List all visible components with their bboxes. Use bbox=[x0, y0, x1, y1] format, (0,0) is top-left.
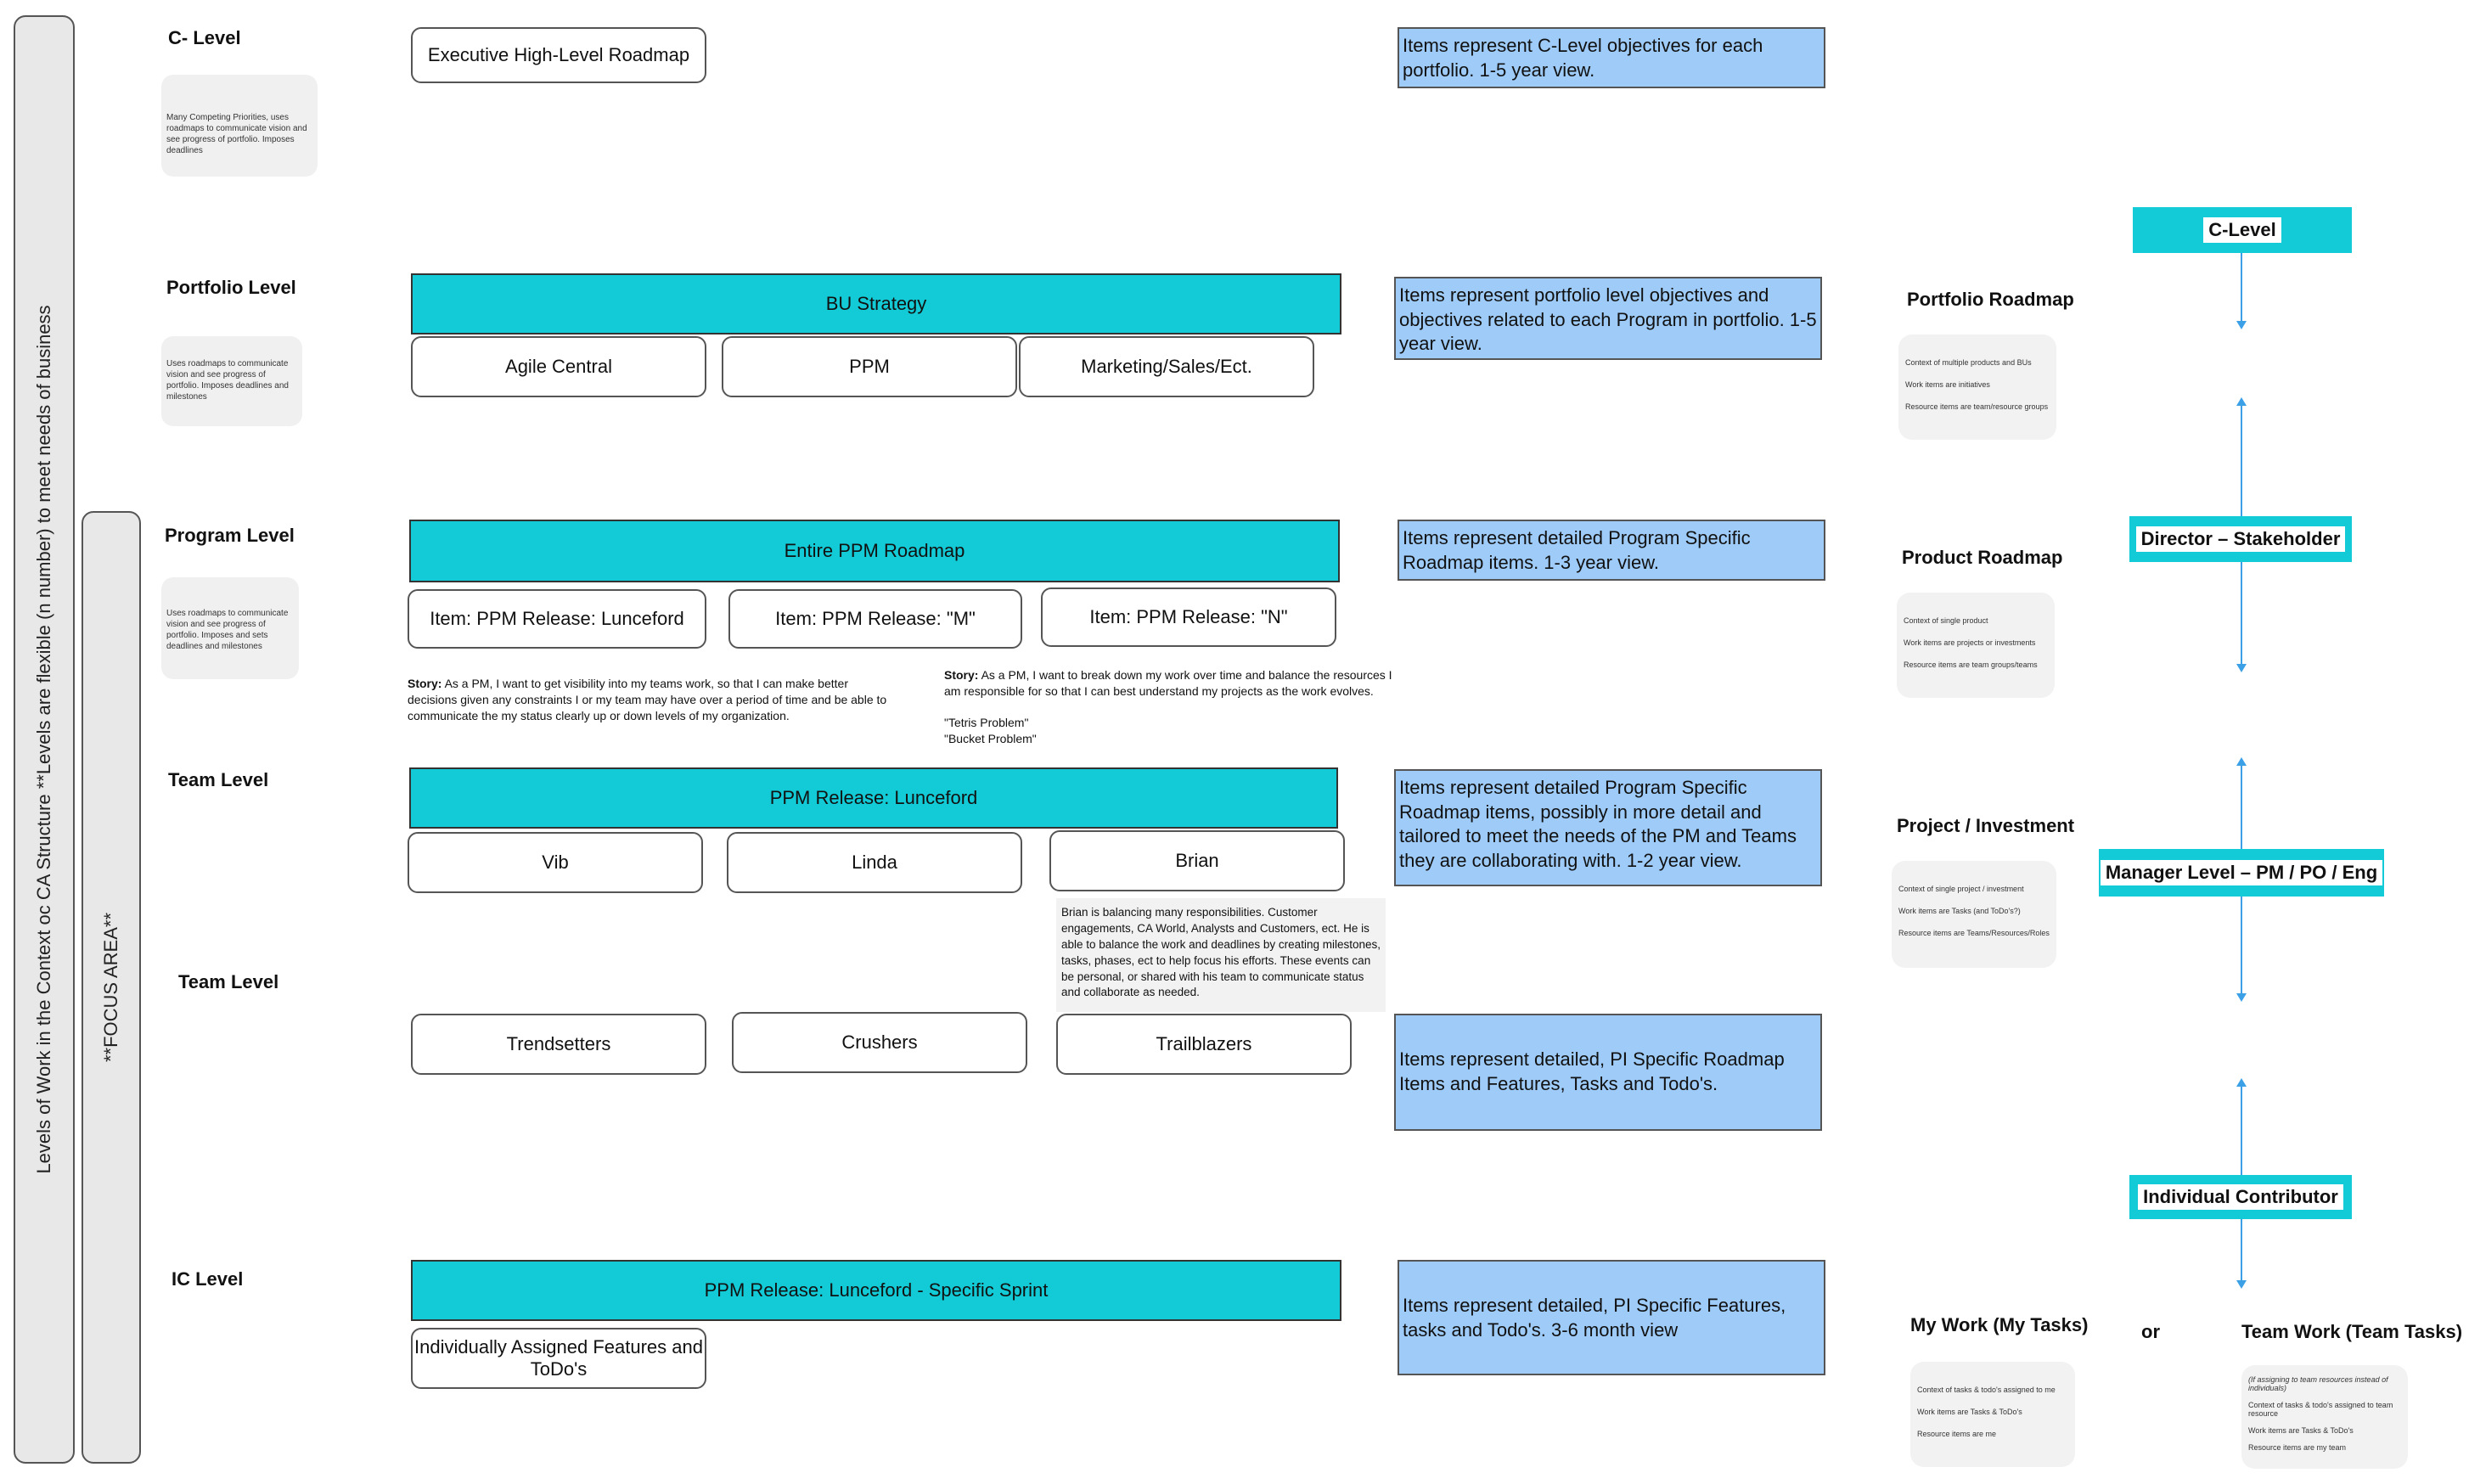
note-line: Context of single project / investment bbox=[1898, 885, 2024, 893]
tetris-problem-text: "Tetris Problem" bbox=[944, 715, 1029, 729]
executive-roadmap-box[interactable]: Executive High-Level Roadmap bbox=[411, 27, 706, 83]
linda-box[interactable]: Linda bbox=[727, 832, 1022, 893]
product-roadmap-note bbox=[1897, 593, 2055, 698]
marketing-sales-box[interactable]: Marketing/Sales/Ect. bbox=[1019, 336, 1314, 397]
product-roadmap-title: Product Roadmap bbox=[1902, 547, 2063, 568]
specific-sprint-bar[interactable]: PPM Release: Lunceford - Specific Sprint bbox=[411, 1260, 1341, 1321]
arrow-up-icon bbox=[2236, 757, 2247, 766]
program-level-label: Program Level bbox=[165, 525, 295, 546]
note-line: Work items are Tasks & ToDo's bbox=[1917, 1408, 2022, 1416]
role-label: Manager Level – PM / PO / Eng bbox=[2101, 860, 2382, 885]
arrow-line bbox=[2241, 406, 2242, 516]
bu-strategy-bar[interactable]: BU Strategy bbox=[411, 273, 1341, 334]
arrow-down-icon bbox=[2236, 664, 2247, 672]
team-level-description: Items represent detailed Program Specific Roadmap items, possibly in more detail and tailored to meet the needs of the PM and Teams they are collaborating with. 1-2 year view. bbox=[1394, 769, 1822, 886]
note-line: Resource items are Teams/Resources/Roles bbox=[1898, 929, 2050, 937]
role-label: Individual Contributor bbox=[2138, 1184, 2343, 1210]
arrow-down-icon bbox=[2236, 993, 2247, 1002]
note-line: Resource items are team/resource groups bbox=[1905, 402, 2049, 411]
note-line: Context of single product bbox=[1904, 616, 1988, 625]
c-level-role bbox=[2133, 207, 2352, 253]
note-line: Work items are initiatives bbox=[1905, 380, 1990, 389]
brian-note: Brian is balancing many responsibilities. Customer engagements, CA World, Analysts and Customers, ect. He is able to balance the work and deadlines by creating milestones, tasks, phases, ect to help focus his efforts. These events can be personal, or shared with his team to communicate status and collaborate as needed. bbox=[1056, 898, 1386, 1012]
arrow-down-icon bbox=[2236, 1280, 2247, 1289]
entire-ppm-roadmap-bar[interactable]: Entire PPM Roadmap bbox=[409, 520, 1340, 582]
team-work-note bbox=[2241, 1365, 2408, 1469]
ppm-box[interactable]: PPM bbox=[722, 336, 1017, 397]
arrow-line bbox=[2241, 1087, 2242, 1175]
program-level-description: Items represent detailed Program Specific Roadmap items. 1-3 year view. bbox=[1398, 520, 1825, 581]
levels-context-sidebar bbox=[14, 15, 75, 1464]
individual-contributor-role bbox=[2129, 1175, 2352, 1219]
bucket-problem-text: "Bucket Problem" bbox=[944, 731, 1037, 745]
note-line: Work items are Tasks (and ToDo's?) bbox=[1898, 907, 2021, 915]
arrow-line bbox=[2241, 253, 2242, 323]
director-stakeholder-role bbox=[2129, 516, 2352, 562]
arrow-up-icon bbox=[2236, 1078, 2247, 1087]
story-text: As a PM, I want to break down my work over time and balance the resources I am responsible for so that I can best understand my projects as the work evolves. bbox=[944, 668, 1392, 698]
arrow-up-icon bbox=[2236, 397, 2247, 406]
project-investment-note bbox=[1892, 861, 2056, 968]
arrow-line bbox=[2241, 897, 2242, 995]
team-level-label: Team Level bbox=[168, 769, 269, 790]
note-line: Work items are Tasks & ToDo's bbox=[2248, 1426, 2354, 1435]
my-work-title: My Work (My Tasks) bbox=[1910, 1314, 2089, 1335]
pm-visibility-story bbox=[408, 676, 900, 724]
crushers-box[interactable]: Crushers bbox=[732, 1012, 1027, 1073]
ppm-release-lunceford-box[interactable]: Item: PPM Release: Lunceford bbox=[408, 589, 706, 649]
portfolio-roadmap-title: Portfolio Roadmap bbox=[1907, 289, 2074, 310]
focus-area-sidebar bbox=[82, 511, 141, 1464]
note-line: Context of tasks & todo's assigned to team resource bbox=[2248, 1401, 2393, 1418]
note-line: (If assigning to team resources instead of individuals) bbox=[2248, 1375, 2388, 1392]
arrow-down-icon bbox=[2236, 321, 2247, 329]
agile-central-box[interactable]: Agile Central bbox=[411, 336, 706, 397]
ic-level-description: Items represent detailed, PI Specific Features, tasks and Todo's. 3-6 month view bbox=[1398, 1260, 1825, 1375]
note-line: Work items are projects or investments bbox=[1904, 638, 2036, 647]
note-line: Resource items are me bbox=[1917, 1430, 1997, 1438]
ppm-release-lunceford-bar[interactable]: PPM Release: Lunceford bbox=[409, 767, 1338, 829]
pm-breakdown-story bbox=[944, 667, 1409, 747]
arrow-line bbox=[2241, 562, 2242, 666]
note-line: Resource items are my team bbox=[2248, 1443, 2347, 1452]
c-level-note: Many Competing Priorities, uses roadmaps to communicate vision and see progress of portfolio. Imposes deadlines bbox=[161, 75, 318, 177]
portfolio-level-label: Portfolio Level bbox=[166, 277, 296, 298]
team-level-2-description: Items represent detailed, PI Specific Roadmap Items and Features, Tasks and Todo's. bbox=[1394, 1014, 1822, 1131]
individual-features-box[interactable]: Individually Assigned Features and ToDo's bbox=[411, 1328, 706, 1389]
note-line: Context of multiple products and BUs bbox=[1905, 358, 2032, 367]
portfolio-level-description: Items represent portfolio level objectives and objectives related to each Program in portfolio. 1-5 year view. bbox=[1394, 277, 1822, 360]
portfolio-level-note: Uses roadmaps to communicate vision and see progress of portfolio. Imposes deadlines and milestones bbox=[161, 336, 302, 426]
ppm-release-m-box[interactable]: Item: PPM Release: "M" bbox=[728, 589, 1022, 649]
story-label: Story: bbox=[944, 668, 979, 682]
note-line: Context of tasks & todo's assigned to me bbox=[1917, 1386, 2056, 1394]
arrow-line bbox=[2241, 1219, 2242, 1282]
brian-box[interactable]: Brian bbox=[1049, 830, 1345, 891]
portfolio-roadmap-note bbox=[1898, 334, 2056, 440]
project-investment-title: Project / Investment bbox=[1897, 815, 2075, 836]
ic-level-label: IC Level bbox=[172, 1268, 244, 1290]
focus-area-label: **FOCUS AREA** bbox=[100, 912, 121, 1063]
or-label: or bbox=[2141, 1321, 2160, 1342]
c-level-label: C- Level bbox=[168, 27, 241, 48]
arrow-line bbox=[2241, 766, 2242, 849]
role-label: Director – Stakeholder bbox=[2136, 526, 2346, 552]
my-work-note bbox=[1910, 1362, 2075, 1467]
note-line: Resource items are team groups/teams bbox=[1904, 660, 2038, 669]
vib-box[interactable]: Vib bbox=[408, 832, 703, 893]
manager-level-role bbox=[2099, 849, 2384, 897]
trailblazers-box[interactable]: Trailblazers bbox=[1056, 1014, 1352, 1075]
story-text: As a PM, I want to get visibility into my teams work, so that I can make better decisions given any constraints I or my team may have over a period of time and be able to communicate the my status clearly up or down levels of my organization. bbox=[408, 677, 887, 722]
team-work-title: Team Work (Team Tasks) bbox=[2241, 1321, 2463, 1342]
story-label: Story: bbox=[408, 677, 442, 690]
levels-context-label: Levels of Work in the Context oc CA Structure **Levels are flexible (n number) to meet needs of business bbox=[33, 305, 54, 1174]
trendsetters-box[interactable]: Trendsetters bbox=[411, 1014, 706, 1075]
c-level-description: Items represent C-Level objectives for each portfolio. 1-5 year view. bbox=[1398, 27, 1825, 88]
ppm-release-n-box[interactable]: Item: PPM Release: "N" bbox=[1041, 587, 1336, 647]
program-level-note: Uses roadmaps to communicate vision and see progress of portfolio. Imposes and sets deadlines and milestones bbox=[161, 577, 299, 679]
team-level-2-label: Team Level bbox=[178, 971, 279, 992]
role-label: C-Level bbox=[2203, 217, 2281, 243]
